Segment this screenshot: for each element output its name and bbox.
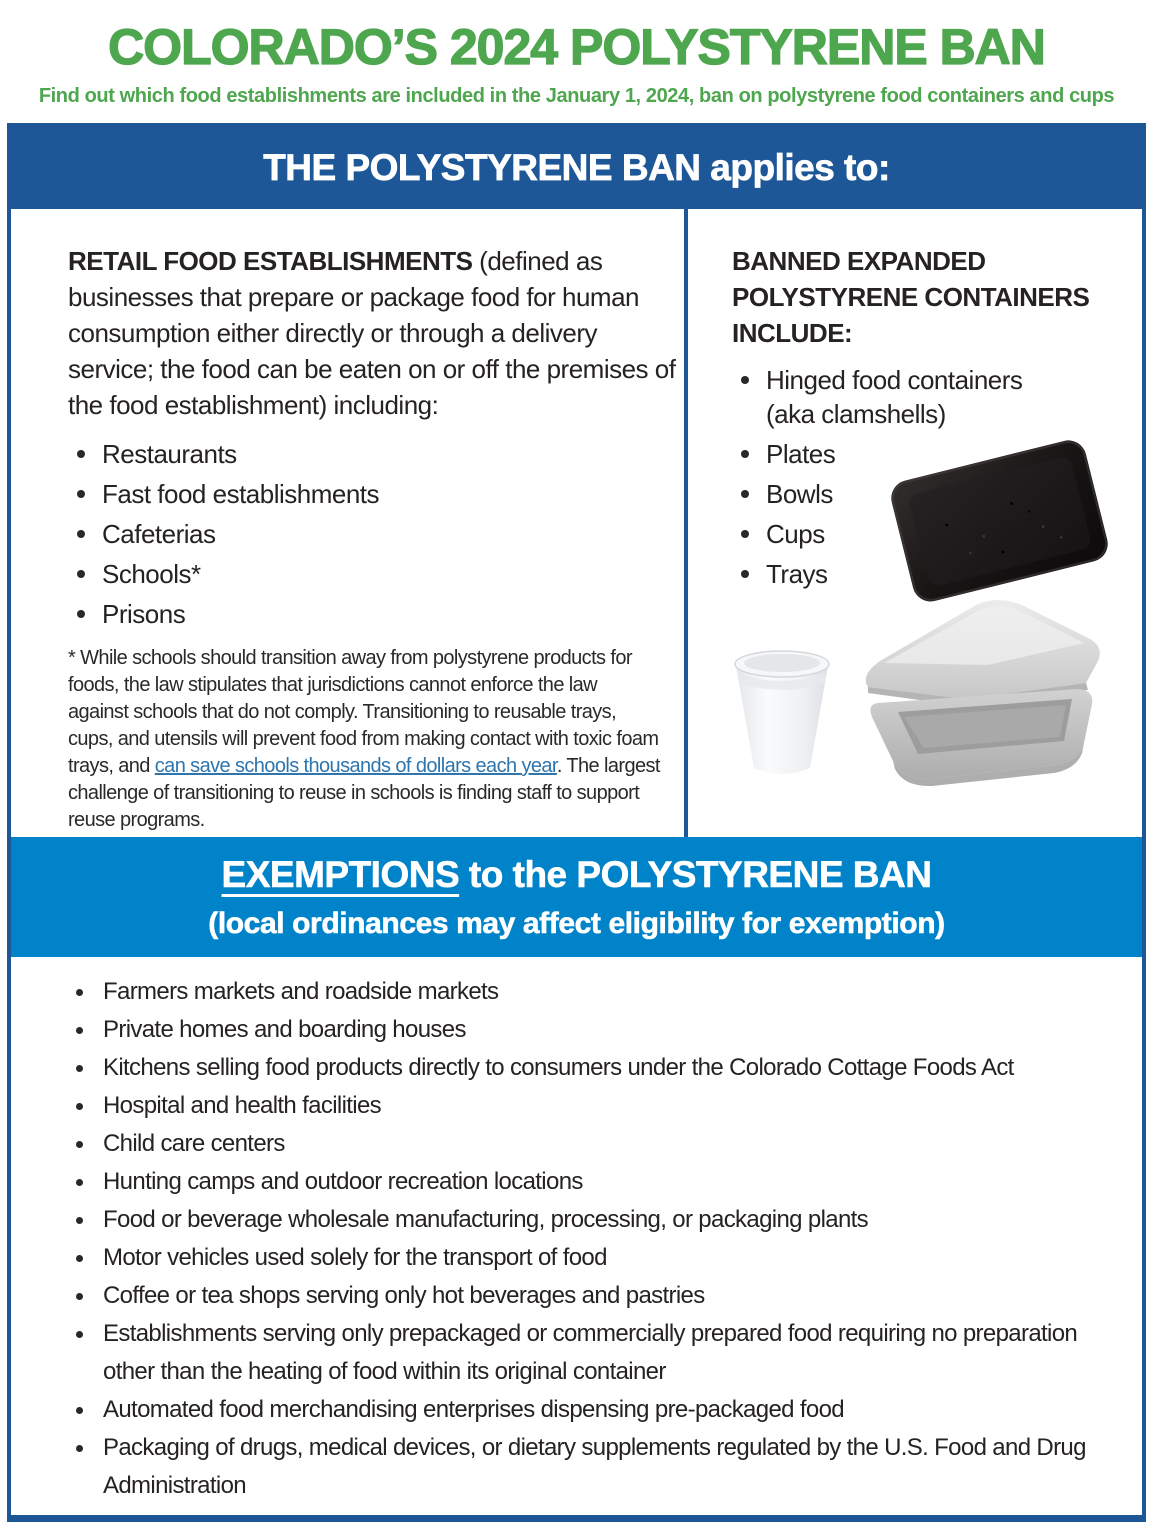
list-item: Establishments serving only prepackaged or commercially prepared food requiring no preparation other than the heating of food within its original container	[73, 1315, 1117, 1391]
schools-savings-link[interactable]: can save schools thousands of dollars each year	[154, 755, 557, 777]
list-item: Hospital and health facilities	[73, 1087, 1117, 1125]
list-item: Bowls	[732, 477, 1052, 511]
applies-banner	[11, 127, 1142, 209]
schools-footnote: * While schools should transition away from polystyrene products for foods, the law stipulates that jurisdictions cannot enforce the law against schools that do not comply. Transitioning to reusable trays, cups, and utensils will prevent food from making contact with toxic foam trays, and can save schools thousands of dollars each year. The largest challenge of transitioning to reuse in schools is finding staff to support reuse programs.	[68, 647, 660, 831]
retail-establishments-column	[11, 209, 684, 837]
retail-definition-text: (defined as businesses that prepare or package food for human consumption either directly or through a delivery service; the food can be eaten on or off the premises of the food establishment) including:	[68, 246, 676, 420]
list-item: Hinged food containers (aka clamshells)	[732, 363, 1052, 431]
list-item: Food or beverage wholesale manufacturing, processing, or packaging plants	[73, 1201, 1117, 1239]
exemptions-banner	[11, 837, 1142, 957]
list-item: Automated food merchandising enterprises dispensing pre-packaged food	[73, 1391, 1117, 1429]
black-foam-tray-image	[885, 437, 1113, 602]
white-foam-cup-image	[718, 639, 846, 781]
retail-definition-paragraph	[68, 243, 683, 423]
applies-banner-text: THE POLYSTYRENE BAN applies to:	[263, 147, 890, 188]
list-item: Kitchens selling food products directly to consumers under the Colorado Cottage Foods Act	[73, 1049, 1117, 1087]
list-item: Restaurants	[68, 437, 684, 471]
exemptions-list	[73, 973, 1117, 1505]
page-subtitle: Find out which food establishments are included in the January 1, 2024, ban on polystyrene food containers and cups	[38, 85, 1115, 107]
exemptions-banner-line2: (local ordinances may affect eligibility for exemption)	[208, 906, 945, 940]
banned-heading: BANNED EXPANDED POLYSTYRENE CONTAINERS INCLUDE:	[732, 246, 1090, 348]
two-column-section	[11, 209, 1142, 837]
page-header	[0, 0, 1153, 108]
exemptions-section	[11, 957, 1142, 1515]
list-item: Prisons	[68, 597, 684, 631]
list-item: Schools*	[68, 557, 684, 591]
retail-list	[68, 437, 684, 631]
banned-containers-column	[688, 209, 1142, 837]
list-item: Hunting camps and outdoor recreation locations	[73, 1163, 1117, 1201]
list-item: Motor vehicles used solely for the transport of food	[73, 1239, 1117, 1277]
list-item: Coffee or tea shops serving only hot beverages and pastries	[73, 1277, 1117, 1315]
white-clamshell-image	[838, 591, 1113, 801]
list-item: Fast food establishments	[68, 477, 684, 511]
exemptions-underlined-word: EXEMPTIONS	[221, 854, 460, 896]
list-item: Packaging of drugs, medical devices, or dietary supplements regulated by the U.S. Food and Drug Administration	[73, 1429, 1117, 1505]
list-item: Farmers markets and roadside markets	[73, 973, 1117, 1011]
retail-heading: RETAIL FOOD ESTABLISHMENTS	[68, 246, 473, 276]
list-item: Private homes and boarding houses	[73, 1011, 1117, 1049]
list-item: Cafeterias	[68, 517, 684, 551]
list-item: Cups	[732, 517, 1052, 551]
list-item: Trays	[732, 557, 1052, 591]
list-item: Child care centers	[73, 1125, 1117, 1163]
list-item: Plates	[732, 437, 1052, 471]
page-title: COLORADO’S 2024 POLYSTYRENE BAN	[108, 19, 1045, 75]
exemptions-banner-line1: EXEMPTIONS to the POLYSTYRENE BAN	[221, 854, 932, 896]
content-box	[7, 123, 1146, 1522]
